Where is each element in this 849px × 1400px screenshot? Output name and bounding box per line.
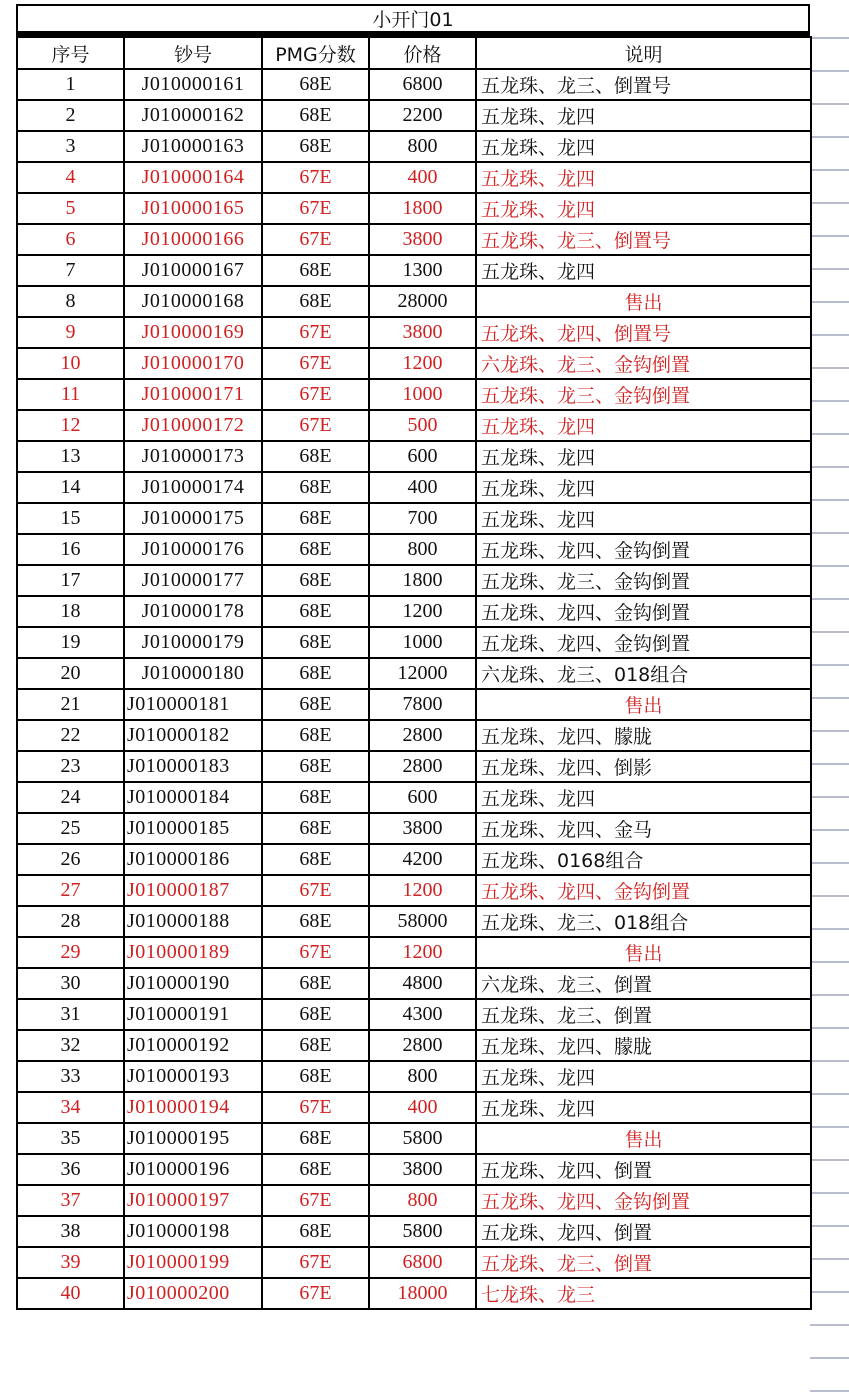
cell-grade: 67E	[262, 317, 369, 348]
cell-price: 18000	[369, 1278, 476, 1309]
header-serial: 钞号	[124, 37, 262, 69]
cell-serial: J010000167	[124, 255, 262, 286]
cell-price: 400	[369, 472, 476, 503]
cell-price: 1200	[369, 937, 476, 968]
cell-grade: 68E	[262, 627, 369, 658]
cell-description: 五龙珠、龙三、金钩倒置	[476, 379, 811, 410]
cell-description: 售出	[476, 937, 811, 968]
cell-grade: 67E	[262, 1092, 369, 1123]
table-row	[17, 441, 811, 472]
cell-index: 27	[17, 875, 124, 906]
cell-serial: J010000186	[124, 844, 262, 875]
cell-serial: J010000175	[124, 503, 262, 534]
cell-serial: J010000161	[124, 69, 262, 100]
cell-grade: 68E	[262, 1154, 369, 1185]
cell-price: 1200	[369, 596, 476, 627]
cell-description: 六龙珠、龙三、倒置	[476, 968, 811, 999]
cell-grade: 68E	[262, 844, 369, 875]
table-row	[17, 751, 811, 782]
cell-index: 23	[17, 751, 124, 782]
cell-description: 五龙珠、龙三、倒置	[476, 1247, 811, 1278]
cell-serial: J010000172	[124, 410, 262, 441]
cell-serial: J010000180	[124, 658, 262, 689]
cell-index: 28	[17, 906, 124, 937]
cell-description: 五龙珠、龙四、金钩倒置	[476, 1185, 811, 1216]
table-row	[17, 1216, 811, 1247]
cell-price: 1000	[369, 627, 476, 658]
cell-price: 800	[369, 1061, 476, 1092]
cell-index: 18	[17, 596, 124, 627]
cell-grade: 68E	[262, 751, 369, 782]
cell-description: 五龙珠、龙三、金钩倒置	[476, 565, 811, 596]
cell-serial: J010000198	[124, 1216, 262, 1247]
cell-index: 10	[17, 348, 124, 379]
cell-serial: J010000164	[124, 162, 262, 193]
table-row	[17, 1185, 811, 1216]
cell-price: 800	[369, 1185, 476, 1216]
cell-grade: 68E	[262, 255, 369, 286]
adjacent-sheet-gridlines	[810, 0, 849, 1400]
cell-grade: 67E	[262, 348, 369, 379]
cell-index: 24	[17, 782, 124, 813]
cell-price: 6800	[369, 1247, 476, 1278]
cell-description: 五龙珠、龙四	[476, 131, 811, 162]
cell-price: 800	[369, 131, 476, 162]
cell-description: 五龙珠、龙四	[476, 782, 811, 813]
cell-serial: J010000189	[124, 937, 262, 968]
table-row	[17, 286, 811, 317]
cell-grade: 67E	[262, 875, 369, 906]
cell-description: 五龙珠、龙四	[476, 162, 811, 193]
cell-serial: J010000192	[124, 1030, 262, 1061]
table-row	[17, 627, 811, 658]
cell-description: 五龙珠、龙四	[476, 1061, 811, 1092]
cell-serial: J010000170	[124, 348, 262, 379]
cell-price: 1300	[369, 255, 476, 286]
cell-index: 25	[17, 813, 124, 844]
cell-description: 售出	[476, 1123, 811, 1154]
cell-index: 37	[17, 1185, 124, 1216]
table-row	[17, 348, 811, 379]
cell-grade: 68E	[262, 565, 369, 596]
table-row	[17, 69, 811, 100]
cell-grade: 68E	[262, 906, 369, 937]
cell-grade: 68E	[262, 596, 369, 627]
cell-index: 4	[17, 162, 124, 193]
table-row	[17, 503, 811, 534]
cell-grade: 68E	[262, 720, 369, 751]
cell-index: 29	[17, 937, 124, 968]
cell-serial: J010000182	[124, 720, 262, 751]
cell-serial: J010000162	[124, 100, 262, 131]
table-row	[17, 565, 811, 596]
cell-description: 五龙珠、0168组合	[476, 844, 811, 875]
cell-description: 五龙珠、龙四、金钩倒置	[476, 596, 811, 627]
cell-grade: 68E	[262, 1030, 369, 1061]
cell-description: 五龙珠、龙四、朦胧	[476, 1030, 811, 1061]
cell-serial: J010000199	[124, 1247, 262, 1278]
cell-serial: J010000190	[124, 968, 262, 999]
banknote-table	[16, 36, 812, 1310]
cell-description: 五龙珠、龙三、倒置号	[476, 224, 811, 255]
cell-grade: 68E	[262, 286, 369, 317]
cell-description: 五龙珠、龙四、倒置	[476, 1154, 811, 1185]
cell-grade: 68E	[262, 658, 369, 689]
table-row	[17, 906, 811, 937]
cell-index: 33	[17, 1061, 124, 1092]
cell-price: 5800	[369, 1216, 476, 1247]
cell-index: 36	[17, 1154, 124, 1185]
table-row	[17, 255, 811, 286]
cell-grade: 68E	[262, 689, 369, 720]
cell-description: 五龙珠、龙四、金马	[476, 813, 811, 844]
cell-index: 3	[17, 131, 124, 162]
table-row	[17, 472, 811, 503]
table-row	[17, 720, 811, 751]
cell-price: 1000	[369, 379, 476, 410]
cell-price: 2800	[369, 751, 476, 782]
cell-grade: 68E	[262, 503, 369, 534]
cell-index: 1	[17, 69, 124, 100]
cell-serial: J010000165	[124, 193, 262, 224]
table-row	[17, 410, 811, 441]
cell-description: 五龙珠、龙四	[476, 410, 811, 441]
cell-serial: J010000200	[124, 1278, 262, 1309]
table-row	[17, 999, 811, 1030]
table-row	[17, 875, 811, 906]
cell-price: 1800	[369, 193, 476, 224]
cell-price: 6800	[369, 69, 476, 100]
cell-grade: 67E	[262, 224, 369, 255]
cell-price: 400	[369, 1092, 476, 1123]
cell-serial: J010000176	[124, 534, 262, 565]
cell-serial: J010000178	[124, 596, 262, 627]
cell-index: 30	[17, 968, 124, 999]
cell-index: 22	[17, 720, 124, 751]
cell-description: 六龙珠、龙三、018组合	[476, 658, 811, 689]
cell-serial: J010000166	[124, 224, 262, 255]
cell-price: 600	[369, 782, 476, 813]
cell-description: 五龙珠、龙四、朦胧	[476, 720, 811, 751]
cell-description: 五龙珠、龙四	[476, 503, 811, 534]
cell-serial: J010000168	[124, 286, 262, 317]
cell-price: 500	[369, 410, 476, 441]
cell-description: 五龙珠、龙四	[476, 1092, 811, 1123]
cell-grade: 67E	[262, 162, 369, 193]
cell-serial: J010000179	[124, 627, 262, 658]
cell-description: 五龙珠、龙四	[476, 255, 811, 286]
table-row	[17, 131, 811, 162]
cell-index: 34	[17, 1092, 124, 1123]
cell-description: 五龙珠、龙三、倒置	[476, 999, 811, 1030]
table-row	[17, 813, 811, 844]
cell-index: 6	[17, 224, 124, 255]
table-row	[17, 317, 811, 348]
cell-serial: J010000184	[124, 782, 262, 813]
cell-index: 9	[17, 317, 124, 348]
cell-index: 38	[17, 1216, 124, 1247]
cell-price: 2800	[369, 720, 476, 751]
cell-serial: J010000195	[124, 1123, 262, 1154]
cell-price: 5800	[369, 1123, 476, 1154]
cell-grade: 68E	[262, 100, 369, 131]
cell-grade: 67E	[262, 1247, 369, 1278]
cell-description: 五龙珠、龙四、金钩倒置	[476, 534, 811, 565]
table-row	[17, 1123, 811, 1154]
cell-description: 五龙珠、龙四	[476, 441, 811, 472]
cell-description: 五龙珠、龙三、018组合	[476, 906, 811, 937]
table-row	[17, 1278, 811, 1309]
cell-index: 14	[17, 472, 124, 503]
cell-description: 五龙珠、龙四、金钩倒置	[476, 627, 811, 658]
cell-price: 600	[369, 441, 476, 472]
table-row	[17, 1030, 811, 1061]
cell-grade: 68E	[262, 1123, 369, 1154]
cell-index: 13	[17, 441, 124, 472]
header-price: 价格	[369, 37, 476, 69]
cell-serial: J010000185	[124, 813, 262, 844]
cell-description: 七龙珠、龙三	[476, 1278, 811, 1309]
cell-grade: 67E	[262, 193, 369, 224]
cell-serial: J010000191	[124, 999, 262, 1030]
header-grade: PMG分数	[262, 37, 369, 69]
cell-grade: 68E	[262, 69, 369, 100]
cell-index: 8	[17, 286, 124, 317]
cell-serial: J010000188	[124, 906, 262, 937]
cell-index: 40	[17, 1278, 124, 1309]
table-row	[17, 1154, 811, 1185]
cell-serial: J010000187	[124, 875, 262, 906]
cell-index: 11	[17, 379, 124, 410]
cell-description: 五龙珠、龙四、倒影	[476, 751, 811, 782]
cell-price: 3800	[369, 224, 476, 255]
cell-grade: 67E	[262, 379, 369, 410]
cell-serial: J010000169	[124, 317, 262, 348]
cell-price: 3800	[369, 813, 476, 844]
cell-price: 800	[369, 534, 476, 565]
table-row	[17, 162, 811, 193]
cell-grade: 67E	[262, 1185, 369, 1216]
cell-grade: 68E	[262, 999, 369, 1030]
cell-index: 26	[17, 844, 124, 875]
cell-serial: J010000193	[124, 1061, 262, 1092]
cell-index: 39	[17, 1247, 124, 1278]
cell-description: 五龙珠、龙四、金钩倒置	[476, 875, 811, 906]
cell-index: 15	[17, 503, 124, 534]
table-row	[17, 1092, 811, 1123]
cell-grade: 67E	[262, 410, 369, 441]
cell-description: 五龙珠、龙四	[476, 193, 811, 224]
header-description: 说明	[476, 37, 811, 69]
cell-price: 4300	[369, 999, 476, 1030]
cell-serial: J010000194	[124, 1092, 262, 1123]
cell-price: 4200	[369, 844, 476, 875]
cell-index: 31	[17, 999, 124, 1030]
table-row	[17, 658, 811, 689]
cell-serial: J010000197	[124, 1185, 262, 1216]
cell-price: 7800	[369, 689, 476, 720]
header-index: 序号	[17, 37, 124, 69]
spreadsheet	[16, 4, 810, 1310]
cell-grade: 68E	[262, 1216, 369, 1247]
cell-price: 1800	[369, 565, 476, 596]
cell-serial: J010000163	[124, 131, 262, 162]
cell-description: 五龙珠、龙四	[476, 100, 811, 131]
cell-price: 3800	[369, 1154, 476, 1185]
cell-price: 58000	[369, 906, 476, 937]
cell-grade: 68E	[262, 968, 369, 999]
table-row	[17, 224, 811, 255]
table-row	[17, 844, 811, 875]
table-row	[17, 534, 811, 565]
table-row	[17, 689, 811, 720]
cell-grade: 67E	[262, 1278, 369, 1309]
cell-serial: J010000177	[124, 565, 262, 596]
cell-price: 700	[369, 503, 476, 534]
cell-index: 16	[17, 534, 124, 565]
cell-grade: 68E	[262, 472, 369, 503]
cell-index: 35	[17, 1123, 124, 1154]
cell-price: 2200	[369, 100, 476, 131]
cell-index: 32	[17, 1030, 124, 1061]
cell-price: 28000	[369, 286, 476, 317]
cell-grade: 67E	[262, 937, 369, 968]
cell-serial: J010000181	[124, 689, 262, 720]
cell-grade: 68E	[262, 782, 369, 813]
cell-serial: J010000183	[124, 751, 262, 782]
cell-index: 2	[17, 100, 124, 131]
table-row	[17, 379, 811, 410]
table-row	[17, 968, 811, 999]
cell-price: 2800	[369, 1030, 476, 1061]
cell-price: 1200	[369, 348, 476, 379]
cell-description: 五龙珠、龙四	[476, 472, 811, 503]
cell-price: 1200	[369, 875, 476, 906]
cell-grade: 68E	[262, 813, 369, 844]
cell-description: 五龙珠、龙四、倒置	[476, 1216, 811, 1247]
cell-price: 400	[369, 162, 476, 193]
cell-description: 五龙珠、龙四、倒置号	[476, 317, 811, 348]
cell-index: 20	[17, 658, 124, 689]
table-row	[17, 937, 811, 968]
cell-price: 12000	[369, 658, 476, 689]
cell-index: 17	[17, 565, 124, 596]
table-row	[17, 100, 811, 131]
cell-description: 六龙珠、龙三、金钩倒置	[476, 348, 811, 379]
cell-serial: J010000173	[124, 441, 262, 472]
cell-description: 售出	[476, 689, 811, 720]
table-row	[17, 782, 811, 813]
cell-index: 21	[17, 689, 124, 720]
cell-index: 12	[17, 410, 124, 441]
cell-description: 售出	[476, 286, 811, 317]
cell-index: 7	[17, 255, 124, 286]
table-row	[17, 596, 811, 627]
cell-grade: 68E	[262, 441, 369, 472]
cell-grade: 68E	[262, 534, 369, 565]
table-row	[17, 1061, 811, 1092]
table-row	[17, 1247, 811, 1278]
cell-serial: J010000174	[124, 472, 262, 503]
cell-serial: J010000171	[124, 379, 262, 410]
cell-grade: 68E	[262, 131, 369, 162]
sheet-title: 小开门01	[16, 4, 810, 36]
cell-price: 3800	[369, 317, 476, 348]
cell-price: 4800	[369, 968, 476, 999]
cell-index: 19	[17, 627, 124, 658]
cell-index: 5	[17, 193, 124, 224]
cell-serial: J010000196	[124, 1154, 262, 1185]
table-row	[17, 193, 811, 224]
cell-grade: 68E	[262, 1061, 369, 1092]
cell-description: 五龙珠、龙三、倒置号	[476, 69, 811, 100]
header-row	[17, 37, 811, 69]
